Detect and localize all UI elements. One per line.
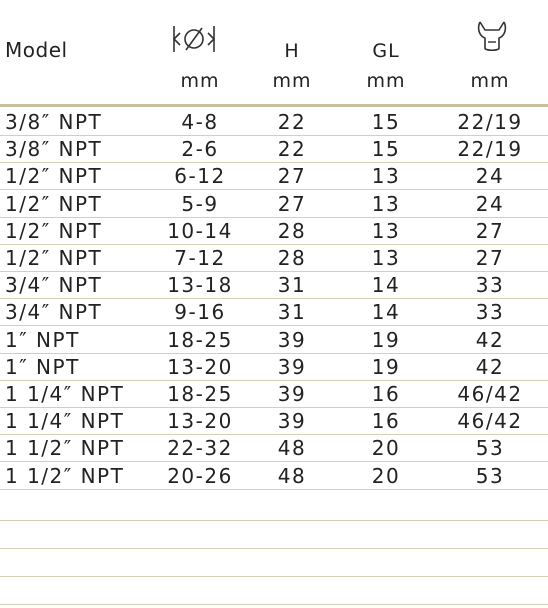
table-row [0,353,548,381]
h-cell: 22 [277,137,307,162]
gl-cell: 14 [371,300,401,325]
h-cell: 31 [277,300,307,325]
gl-cell: 15 [371,110,401,134]
table-row [0,380,548,408]
model-cell: 1 1/4″ NPT [5,382,125,406]
table-row [0,407,548,435]
h-cell: 39 [277,382,307,406]
model-cell: 1/2″ NPT [5,191,103,216]
gl-cell: 16 [371,409,401,434]
table-row [0,326,548,354]
model-cell: 1″ NPT [5,327,80,352]
model-cell: 1/2″ NPT [5,218,103,243]
diameter-range-cell: 13-18 [167,273,233,298]
wrench-size-cell: 53 [475,463,505,488]
wrench-icon [475,18,509,58]
table-row [0,108,548,136]
table-header [0,0,548,105]
diameter-range-icon [170,22,218,60]
gl-cell: 19 [371,354,401,379]
wrench-size-cell: 42 [475,327,505,352]
model-cell: 3/8″ NPT [5,137,103,162]
model-cell: 1/2″ NPT [5,164,103,189]
wrench-size-cell: 24 [475,191,505,216]
h-cell: 28 [277,246,307,270]
h-column-header: H [284,40,300,62]
wrench-size-cell: 27 [475,218,505,243]
empty-row-line [0,604,548,605]
diameter-range-cell: 6-12 [174,164,226,189]
h-cell: 27 [277,191,307,216]
h-cell: 31 [277,273,307,298]
empty-row-line [0,576,548,577]
diameter-range-cell: 22-32 [167,436,233,461]
diameter-range-cell: 2-6 [181,137,219,162]
empty-row-line [0,548,548,549]
unit-label: mm [180,70,220,92]
gl-cell: 15 [371,137,401,162]
model-cell: 1″ NPT [5,354,80,379]
table-row [0,135,548,163]
gl-cell: 14 [371,273,401,298]
model-cell: 1 1/2″ NPT [5,463,125,488]
gl-column-header: GL [372,40,400,62]
h-cell: 39 [277,354,307,379]
table-row [0,298,548,326]
table-row [0,462,548,490]
diameter-range-cell: 7-12 [174,246,226,270]
diameter-range-cell: 5-9 [181,191,219,216]
gl-cell: 13 [371,164,401,189]
gl-cell: 13 [371,191,401,216]
gl-cell: 20 [371,436,401,461]
diameter-range-cell: 13-20 [167,354,233,379]
wrench-size-cell: 27 [475,246,505,270]
wrench-size-cell: 53 [475,436,505,461]
unit-label: mm [272,70,312,92]
model-cell: 3/4″ NPT [5,300,103,325]
gl-cell: 20 [371,463,401,488]
wrench-size-cell: 33 [475,273,505,298]
h-cell: 48 [277,463,307,488]
gl-cell: 13 [371,218,401,243]
wrench-size-cell: 42 [475,354,505,379]
h-cell: 39 [277,409,307,434]
h-cell: 28 [277,218,307,243]
model-cell: 1/2″ NPT [5,246,103,270]
diameter-range-cell: 13-20 [167,409,233,434]
wrench-size-cell: 33 [475,300,505,325]
h-cell: 48 [277,436,307,461]
unit-label: mm [470,70,510,92]
h-cell: 39 [277,327,307,352]
table-row [0,434,548,462]
wrench-size-cell: 22/19 [457,110,523,134]
wrench-size-cell: 46/42 [457,409,523,434]
diameter-range-cell: 9-16 [174,300,226,325]
diameter-range-cell: 18-25 [167,327,233,352]
h-cell: 22 [277,110,307,134]
model-cell: 3/4″ NPT [5,273,103,298]
wrench-size-cell: 24 [475,164,505,189]
model-cell: 3/8″ NPT [5,110,103,134]
gl-cell: 13 [371,246,401,270]
gl-cell: 16 [371,382,401,406]
gl-cell: 19 [371,327,401,352]
header-divider [0,104,548,107]
diameter-range-cell: 18-25 [167,382,233,406]
diameter-range-cell: 4-8 [181,110,219,134]
table-row [0,271,548,299]
wrench-size-cell: 22/19 [457,137,523,162]
table-row [0,162,548,190]
model-cell: 1 1/4″ NPT [5,409,125,434]
model-column-header: Model [5,38,68,62]
wrench-size-cell: 46/42 [457,382,523,406]
table-row [0,190,548,218]
table-row [0,244,548,272]
model-cell: 1 1/2″ NPT [5,436,125,461]
unit-label: mm [366,70,406,92]
table-row [0,217,548,245]
diameter-range-cell: 20-26 [167,463,233,488]
empty-row-line [0,520,548,521]
diameter-range-cell: 10-14 [167,218,233,243]
h-cell: 27 [277,164,307,189]
